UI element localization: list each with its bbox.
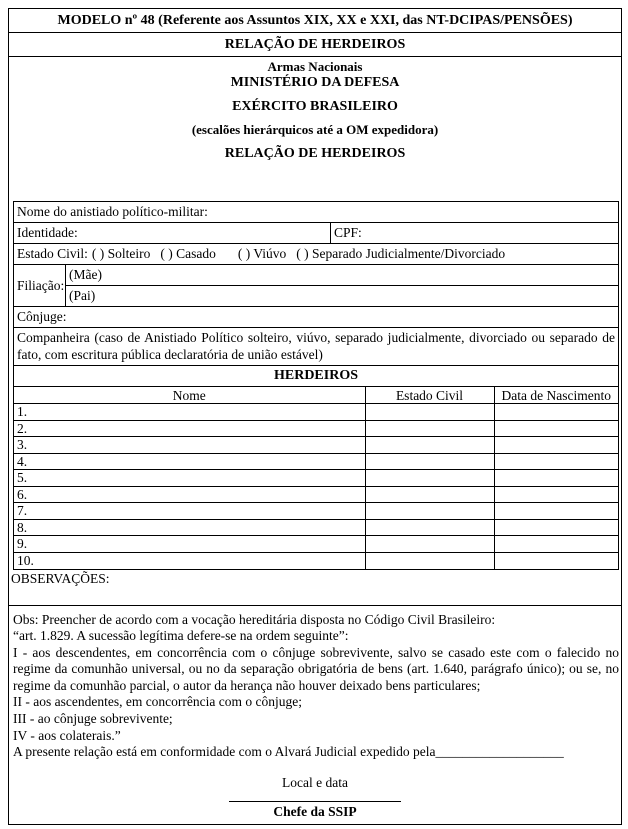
estado-cell[interactable] [365, 437, 494, 454]
data-cell[interactable] [494, 536, 618, 553]
row-number: 5. [14, 470, 365, 487]
estado-civil-label: Estado Civil: [17, 246, 88, 261]
table-row[interactable] [14, 486, 618, 503]
table-row[interactable] [14, 470, 618, 487]
filiacao-row [14, 265, 618, 307]
obs-line: III - ao cônjuge sobrevivente; [13, 711, 173, 727]
companheira-field[interactable]: Companheira (caso de Anistiado Político solteiro, viúvo, separado judicialmente, divorciado ou separado de fato, com escritura pública declaratória de união estável) [14, 328, 618, 366]
table-row[interactable] [14, 552, 618, 569]
nome-label: Nome do anistiado político-militar: [17, 204, 208, 219]
data-cell[interactable] [494, 470, 618, 487]
conjuge-row[interactable] [14, 307, 618, 328]
herdeiros-title: HERDEIROS [14, 366, 618, 387]
data-cell[interactable] [494, 486, 618, 503]
identidade-field[interactable] [14, 223, 331, 243]
obs-line: “art. 1.829. A sucessão legítima defere-se na ordem seguinte”: [13, 628, 349, 644]
option-casado[interactable]: ( ) Casado [160, 246, 216, 261]
row-number: 10. [14, 552, 365, 569]
estado-cell[interactable] [365, 404, 494, 421]
obs-line: I - aos descendentes, em concorrência com o cônjuge sobrevivente, salvo se casado este com o falecido no regime da comunhão universal, ou no da separação obrigatória de bens (art. 1.640, parágrafo único); ou se, no regime da comunhão parcial, o autor da herança não houver deixado bens particulares; [13, 644, 619, 693]
document-frame [8, 8, 622, 825]
pai-field[interactable]: (Pai) [69, 288, 96, 303]
row-number: 1. [14, 404, 365, 421]
cpf-field[interactable] [331, 223, 362, 243]
data-cell[interactable] [494, 420, 618, 437]
observacoes-label: OBSERVAÇÕES: [11, 570, 110, 586]
armas-nacionais: Armas Nacionais [267, 59, 363, 74]
option-solteiro[interactable]: ( ) Solteiro [91, 246, 151, 261]
document-title: RELAÇÃO DE HERDEIROS [9, 33, 621, 57]
col-nome: Nome [14, 387, 365, 404]
identidade-label: Identidade: [17, 225, 78, 240]
data-cell[interactable] [494, 519, 618, 536]
escaloes-heading: (escalões hierárquicos até a OM expedidora) [191, 122, 439, 137]
table-row[interactable] [14, 420, 618, 437]
herdeiros-table [14, 387, 618, 569]
row-number: 2. [14, 420, 365, 437]
data-cell[interactable] [494, 503, 618, 520]
row-number: 4. [14, 453, 365, 470]
observacoes-field[interactable] [9, 570, 621, 606]
estado-cell[interactable] [365, 453, 494, 470]
estado-cell[interactable] [365, 486, 494, 503]
obs-text [9, 606, 621, 761]
estado-cell[interactable] [365, 552, 494, 569]
col-estado-civil: Estado Civil [365, 387, 494, 404]
letterhead [9, 57, 621, 201]
local-data-label: Local e data [282, 774, 348, 790]
row-number: 7. [14, 503, 365, 520]
option-viuvo[interactable]: ( ) Viúvo [237, 246, 287, 261]
filiacao-label: Filiação: [14, 265, 66, 306]
col-data-nascimento: Data de Nascimento [494, 387, 618, 404]
data-cell[interactable] [494, 453, 618, 470]
nome-row[interactable] [14, 202, 618, 223]
chefe-label: Chefe da SSIP [273, 803, 357, 819]
table-row[interactable] [14, 437, 618, 454]
identidade-cpf-row [14, 223, 618, 244]
data-cell[interactable] [494, 552, 618, 569]
estado-cell[interactable] [365, 503, 494, 520]
row-number: 8. [14, 519, 365, 536]
obs-line: IV - aos colaterais.” [13, 727, 121, 743]
estado-cell[interactable] [365, 470, 494, 487]
estado-cell[interactable] [365, 420, 494, 437]
mae-field[interactable]: (Mãe) [66, 265, 618, 286]
row-number: 9. [14, 536, 365, 553]
option-separado[interactable]: ( ) Separado Judicialmente/Divorciado [296, 246, 506, 261]
ministerio-heading: MINISTÉRIO DA DEFESA [230, 75, 400, 90]
data-cell[interactable] [494, 437, 618, 454]
herdeiros-form [13, 201, 619, 570]
data-cell[interactable] [494, 404, 618, 421]
cpf-label: CPF: [334, 225, 362, 240]
exercito-heading: EXÉRCITO BRASILEIRO [232, 99, 398, 114]
estado-cell[interactable] [365, 536, 494, 553]
table-row[interactable] [14, 404, 618, 421]
row-number: 3. [14, 437, 365, 454]
modelo-heading: MODELO nº 48 (Referente aos Assuntos XIX, XX e XXI, das NT-DCIPAS/PENSÕES) [9, 9, 621, 33]
obs-line: II - aos ascendentes, em concorrência com o cônjuge; [13, 694, 302, 710]
table-row[interactable] [14, 519, 618, 536]
obs-line: A presente relação está em conformidade com o Alvará Judicial expedido pela___________________ [13, 744, 564, 760]
signature-line[interactable] [229, 801, 401, 802]
obs-line: Obs: Preencher de acordo com a vocação hereditária disposta no Código Civil Brasileiro: [13, 611, 496, 627]
table-row[interactable] [14, 503, 618, 520]
estado-civil-row [14, 244, 618, 265]
conjuge-label: Cônjuge: [17, 309, 67, 324]
estado-cell[interactable] [365, 519, 494, 536]
row-number: 6. [14, 486, 365, 503]
relacao-heading: RELAÇÃO DE HERDEIROS [224, 146, 406, 161]
table-row[interactable] [14, 453, 618, 470]
table-row[interactable] [14, 536, 618, 553]
